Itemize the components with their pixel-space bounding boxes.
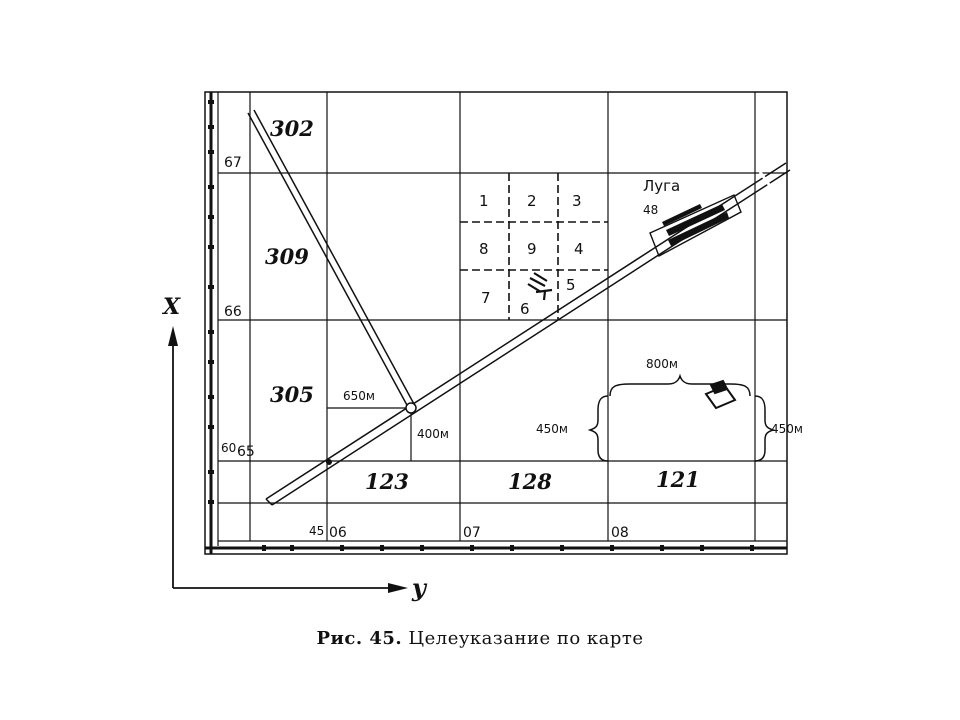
place-name: Луга [643, 177, 681, 195]
distance-400: 400м [417, 427, 449, 441]
figure-caption [0, 628, 960, 649]
place-height: 48 [643, 203, 659, 217]
snail-4: 4 [574, 240, 584, 258]
square-309-label: 309 [265, 244, 309, 269]
axis-y-label: y [412, 573, 426, 602]
figure-number: Рис. 45. [316, 628, 403, 649]
brace-450-left [590, 396, 608, 461]
snail-7: 7 [481, 289, 491, 307]
grid-label-06-prefix: 45 [309, 524, 325, 538]
square-305-label: 305 [270, 382, 314, 407]
grid-label-07: 07 [463, 525, 481, 541]
square-121-label: 121 [656, 467, 700, 492]
distance-800: 800м [646, 357, 678, 371]
road-grid-crossing-dot [326, 459, 332, 465]
snail-2: 2 [527, 192, 537, 210]
snail-1: 1 [479, 192, 489, 210]
square-123-label: 123 [365, 469, 409, 494]
square-302-label: 302 [270, 116, 314, 141]
grid-label-65-prefix: 60 [221, 441, 237, 455]
grid-label-66: 66 [224, 304, 242, 320]
snail-9: 9 [527, 240, 537, 258]
settlement-luga [650, 195, 741, 256]
building-icon [706, 381, 735, 408]
distance-450-right: 450м [771, 422, 803, 436]
snail-5: 5 [566, 276, 576, 294]
figure-caption-text: Целеуказание по карте [408, 628, 644, 649]
snail-6: 6 [520, 300, 530, 318]
grid-label-06: 06 [329, 525, 347, 541]
target-marker-icon [528, 273, 552, 300]
square-128-label: 128 [508, 469, 552, 494]
y-axis-arrow [173, 583, 408, 593]
snail-8: 8 [479, 240, 489, 258]
distance-450-left: 450м [536, 422, 568, 436]
snail-3: 3 [572, 192, 582, 210]
distance-650: 650м [343, 389, 375, 403]
grid-label-67: 67 [224, 155, 242, 171]
grid-label-08: 08 [611, 525, 629, 541]
grid-label-65: 65 [237, 444, 255, 460]
x-axis-arrow [168, 326, 178, 588]
road-end [266, 499, 272, 505]
km-grid [218, 92, 787, 541]
axis-x-label: X [163, 294, 181, 320]
reference-point-circle [406, 403, 416, 413]
